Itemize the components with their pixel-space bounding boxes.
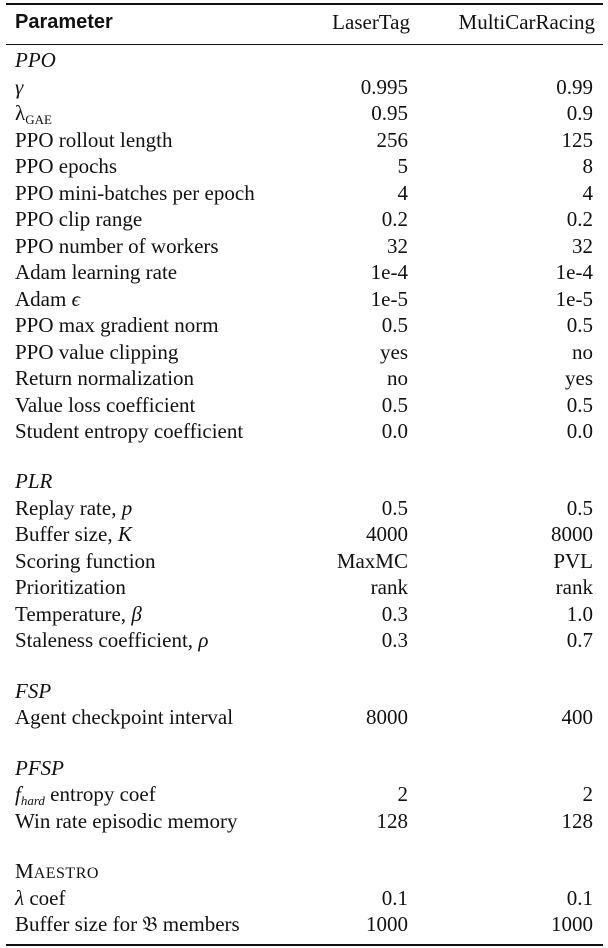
table-row: PPO value clipping yes no [15,340,593,364]
table-header-row [0,9,608,35]
table-row: γ 0.995 0.99 [15,75,593,99]
table-row: PPO clip range 0.2 0.2 [15,207,593,231]
table-row: $\lambda_{GAE}$ 0.95 0.9 [15,101,593,127]
table-row: $f_{hard}$ entropy coef 2 2 [15,782,593,808]
table-row: PPO rollout length 256 125 [15,128,593,152]
table-row: Adam learning rate 1e-4 1e-4 [15,260,593,284]
table-row: PPO mini-batches per epoch 4 4 [15,181,593,205]
table-row: Return normalization no yes [15,366,593,390]
table-row: Temperature, β 0.3 1.0 [15,602,593,626]
table-row: Scoring function MaxMC PVL [15,549,593,573]
table-row: Student entropy coefficient 0.0 0.0 [15,419,593,443]
section-title-ppo: PPO [15,48,56,72]
table-row: PPO epochs 5 8 [15,154,593,178]
header-parameter: Parameter [15,11,113,33]
section-title-plr: PLR [15,469,53,493]
table-row: λ coef 0.1 0.1 [15,886,593,910]
table-row: Win rate episodic memory 128 128 [15,809,593,833]
table-row: Value loss coefficient 0.5 0.5 [15,393,593,417]
section-title-maestro: MAESTRO [15,859,99,883]
table-row: Buffer size, K 4000 8000 [15,522,593,546]
table-row: Adam ϵ 1e-5 1e-5 [15,287,593,311]
table-header-rule [6,44,603,45]
table-row: Staleness coefficient, ρ 0.3 0.7 [15,628,593,652]
table-top-rule [6,3,603,5]
table-row: Prioritization rank rank [15,575,593,599]
header-multicarracing: MultiCarRacing [458,10,595,34]
table-row: Agent checkpoint interval 8000 400 [15,705,593,729]
section-title-fsp: FSP [15,679,52,703]
table-bottom-rule [6,944,603,946]
table-row: PPO number of workers 32 32 [15,234,593,258]
section-title-pfsp: PFSP [15,756,64,780]
table-row: Buffer size for 𝔅 members 1000 1000 [15,912,593,936]
table-row: PPO max gradient norm 0.5 0.5 [15,313,593,337]
table-row: Replay rate, p 0.5 0.5 [15,496,593,520]
header-lasertag: LaserTag [332,10,410,34]
